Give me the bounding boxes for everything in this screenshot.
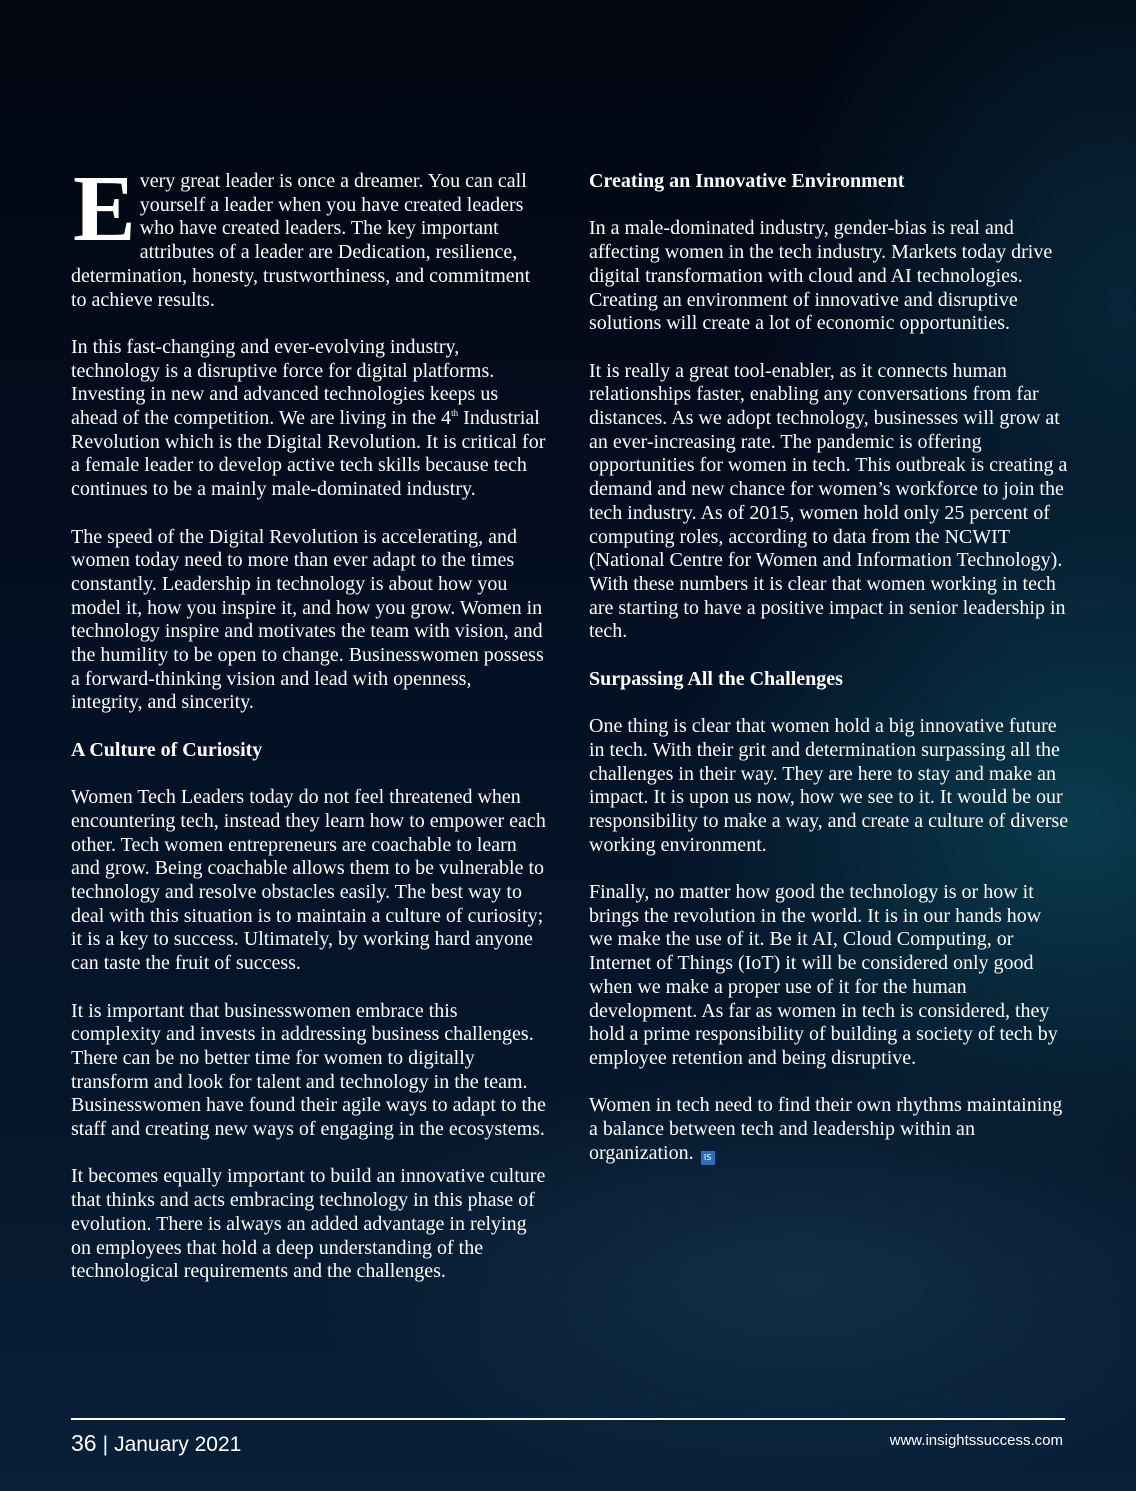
paragraph-tech-leaders: Women Tech Leaders today do not feel threatened when encountering tech, instead they learn how to empower each other. Tech women entrepreneurs are coachable to learn and grow. Being coachable allows them to be vulnerable to technology and resolve obstacles easily. The best way to deal with this situation is to maintain a culture of curiosity; it is a key to success. Ultimately, by working hard anyone can taste the fruit of success. <box>71 786 546 975</box>
website-url: www.insightssuccess.com <box>889 1432 1063 1449</box>
heading-culture-of-curiosity: A Culture of Curiosity <box>71 738 263 761</box>
heading-innovative-environment: Creating an Innovative Environment <box>589 170 905 192</box>
intro-text: very great leader is once a dreamer. You can call yourself a leader when you have created leaders who have created leaders. The key important attributes of a leader are Dedication, resilience, determination, honesty, trustworthiness, and commitment to achieve results. <box>71 170 531 311</box>
ordinal-superscript: th <box>451 408 459 419</box>
paragraph-closing: Women in tech need to find their own rhythms maintaining a balance between tech and leadership within an organization. IS <box>589 1094 1063 1164</box>
drop-cap: E <box>73 157 136 261</box>
footer-divider <box>71 1418 1065 1420</box>
paragraph-innovative-culture: It becomes equally important to build an innovative culture that thinks and acts embracing technology in this phase of evolution. There is always an added advantage in relying on employees that hold a deep understanding of the technological requirements and the challenges. <box>71 1165 546 1283</box>
paragraph-innovative-future: One thing is clear that women hold a big innovative future in tech. With their grit and determination surpassing all the challenges in their way. They are here to stay and make an impact. It is upon us now, how we see to it. It would be our responsibility to make a way, and create a culture of diverse working environment. <box>589 715 1069 856</box>
paragraph-digital-revolution: The speed of the Digital Revolution is accelerating, and women today need to more than ever adapt to the times constantly. Leadership in technology is about how you model it, how you inspire it, and how you grow. Women in technology inspire and motivates the team with vision, and the humility to be open to change. Businesswomen possess a forward-thinking vision and lead with openness, integrity, and sincerity. <box>71 525 544 714</box>
intro-paragraph <box>71 157 546 312</box>
paragraph-finally: Finally, no matter how good the technology is or how it brings the revolution in the world. It is in our hands how we make the use of it. Be it AI, Cloud Computing, or Internet of Things (IoT) it will be considered only good when we make a proper use of it for the human development. As far as women in tech is considered, they hold a prime responsibility of building a society of tech by employee retention and being disruptive. <box>589 881 1058 1069</box>
left-column <box>71 157 546 1308</box>
footer-separator: | <box>102 1433 109 1456</box>
footer-page-info <box>71 1430 241 1457</box>
issue-date: January 2021 <box>114 1433 242 1456</box>
right-column <box>589 170 1069 1189</box>
paragraph-businesswomen: It is important that businesswomen embrace this complexity and invests in addressing business challenges. There can be no better time for women to digitally transform and look for talent and technology in the team. Businesswomen have found their agile ways to adapt to the staff and creating new ways of engaging in the ecosystems. <box>71 999 546 1141</box>
paragraph-tool-enabler: It is really a great tool-enabler, as it connects human relationships faster, enabling any conversations from far distances. As we adopt technology, businesses will grow at an ever-increasing rate. The pandemic is offering opportunities for women in tech. This outbreak is creating a demand and new chance for women’s workforce to join the tech industry. As of 2015, women hold only 25 percent of computing roles, according to data from the NCWIT (National Centre for Women and Information Technology). With these numbers it is clear that women working in tech are starting to have a positive impact in senior leadership in tech. <box>589 359 1068 643</box>
paragraph-gender-bias: In a male-dominated industry, gender-bias is real and affecting women in the tech industry. Markets today drive digital transformation with cloud and AI technologies. Creating an environment of innovative and disruptive solutions will create a lot of economic opportunities. <box>589 217 1053 335</box>
page-number: 36 <box>71 1430 97 1456</box>
paragraph-industrial-revolution: In this fast-changing and ever-evolving industry, technology is a disruptive force for digital platforms. Investing in new and advanced technologies keeps us ahead of the competition. We are living in the 4th Industrial Revolution which is the Digital Revolution. It is critical for a female leader to develop active tech skills because tech continues to be a mainly male-dominated industry. <box>71 335 546 501</box>
heading-surpassing-challenges: Surpassing All the Challenges <box>589 667 843 690</box>
end-mark-icon: IS <box>701 1151 715 1165</box>
